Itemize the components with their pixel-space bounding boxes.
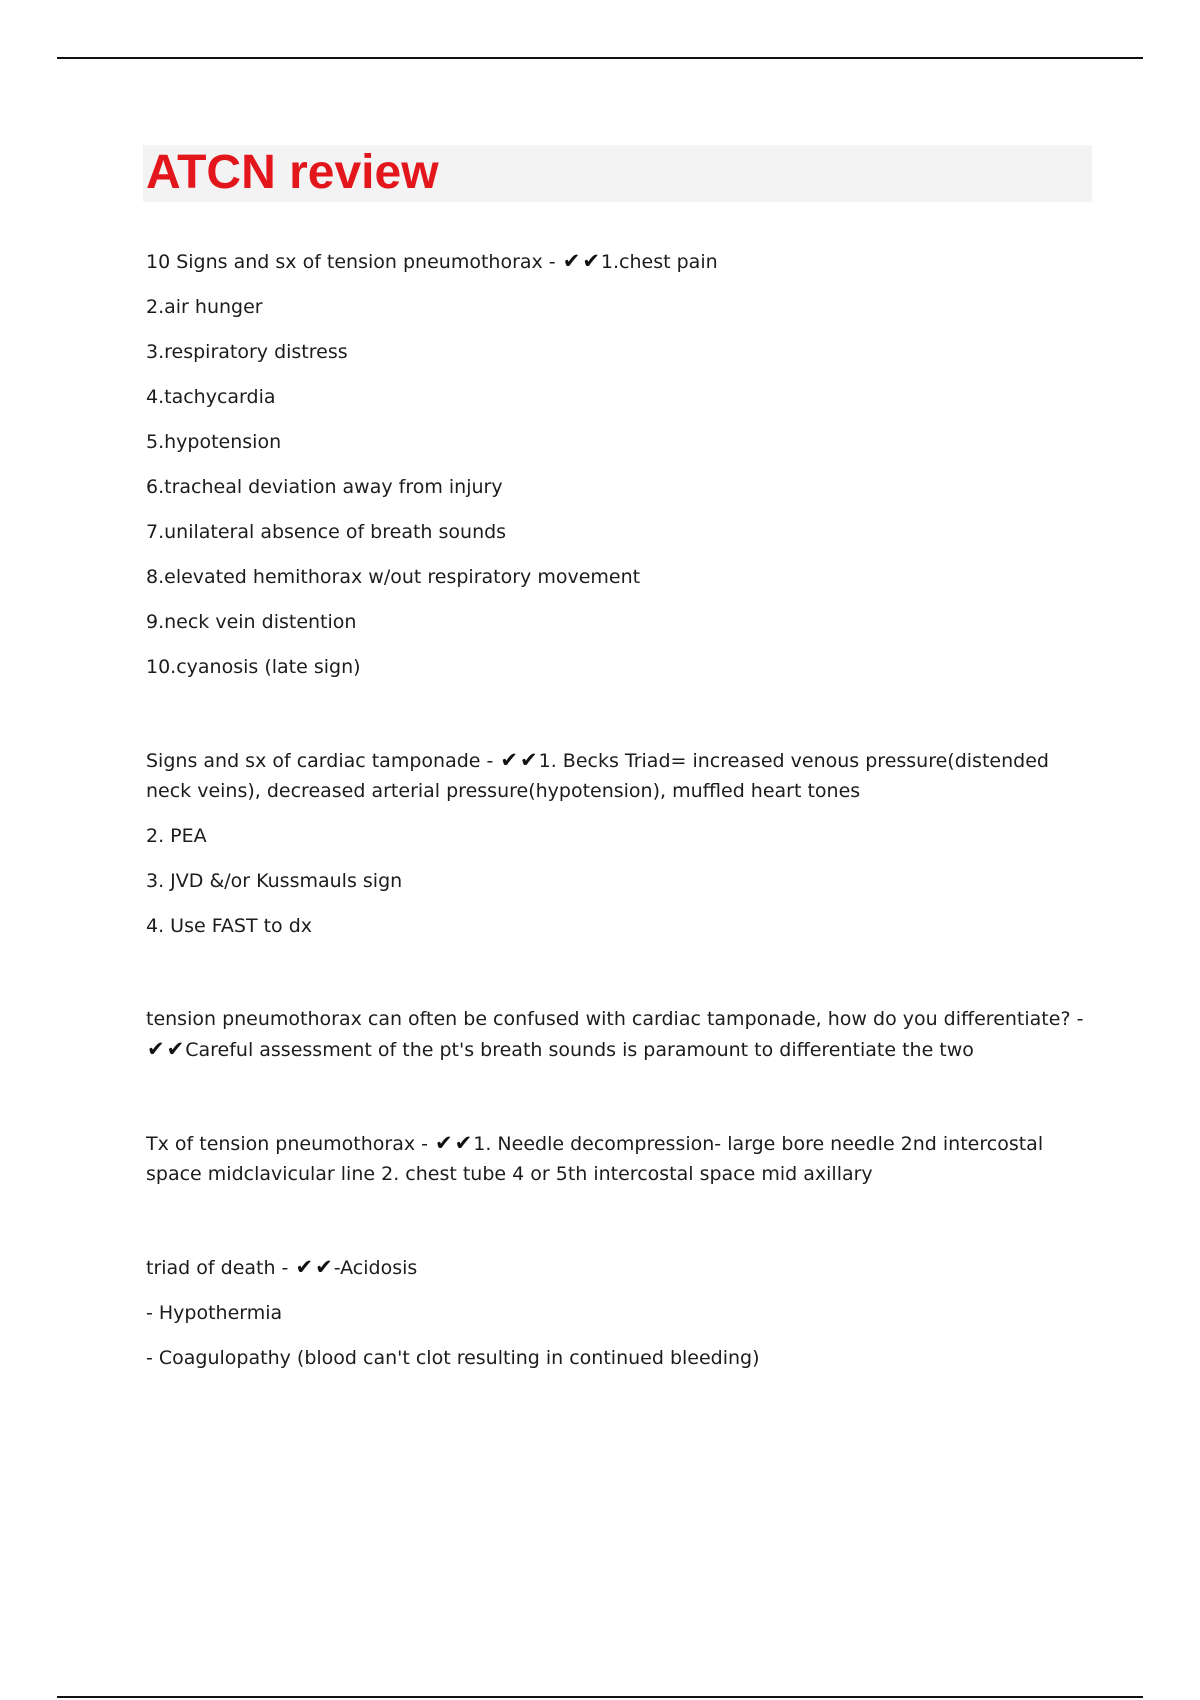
check-icon: ✔ — [147, 1037, 165, 1061]
question-text: Tx of tension pneumothorax - — [146, 1133, 435, 1155]
list-item: - Hypothermia — [146, 1302, 283, 1324]
list-item: - Coagulopathy (blood can't clot resulting in continued bleeding) — [146, 1347, 760, 1369]
list-item: 7.unilateral absence of breath sounds — [146, 521, 507, 543]
answer-text: 1. Needle decompression- large bore needle 2nd intercostal space midclavicular line 2. chest tube 4 or 5th intercostal space mid axillary — [146, 1133, 1044, 1185]
check-icon: ✔ — [582, 249, 600, 273]
list-item: 10.cyanosis (late sign) — [146, 656, 361, 678]
check-icon: ✔ — [500, 748, 519, 772]
qa-card — [146, 246, 1086, 277]
list-item: 4. Use FAST to dx — [146, 915, 313, 937]
answer-text: -Acidosis — [333, 1257, 418, 1279]
answer-text: 1.chest pain — [600, 251, 718, 273]
qa-card — [146, 1252, 1086, 1283]
check-icon: ✔ — [435, 1131, 453, 1155]
check-icon: ✔ — [166, 1037, 185, 1061]
list-item: 6.tracheal deviation away from injury — [146, 476, 503, 498]
list-item: 3. JVD &/or Kussmauls sign — [146, 870, 403, 892]
qa-card — [146, 745, 1086, 806]
list-item: 5.hypotension — [146, 431, 282, 453]
answer-text: 1. Becks Triad= increased venous pressure(distended neck veins), decreased arterial pressure(hypotension), muffled heart tones — [146, 750, 1049, 802]
list-item: 8.elevated hemithorax w/out respiratory movement — [146, 566, 641, 588]
check-icon: ✔ — [295, 1255, 314, 1279]
question-text: 10 Signs and sx of tension pneumothorax - — [146, 251, 562, 273]
qa-card — [146, 1004, 1086, 1065]
check-icon: ✔ — [454, 1131, 473, 1155]
footer-rule — [57, 1696, 1143, 1698]
list-item: 4.tachycardia — [146, 386, 276, 408]
check-icon: ✔ — [520, 748, 538, 772]
list-item: 3.respiratory distress — [146, 341, 348, 363]
qa-card — [146, 1128, 1086, 1189]
question-text: Signs and sx of cardiac tamponade - — [146, 750, 500, 772]
document-body — [146, 246, 1086, 1373]
list-item: 2.air hunger — [146, 296, 263, 318]
list-item: 9.neck vein distention — [146, 611, 357, 633]
header-rule — [57, 57, 1143, 59]
answer-text: Careful assessment of the pt's breath sounds is paramount to differentiate the two — [185, 1039, 974, 1061]
check-icon: ✔ — [562, 249, 581, 273]
check-icon: ✔ — [315, 1255, 333, 1279]
question-text: tension pneumothorax can often be confused with cardiac tamponade, how do you differentiate? - — [146, 1008, 1084, 1030]
list-item: 2. PEA — [146, 825, 207, 847]
page-title: ATCN review — [146, 146, 439, 199]
question-text: triad of death - — [146, 1257, 295, 1279]
